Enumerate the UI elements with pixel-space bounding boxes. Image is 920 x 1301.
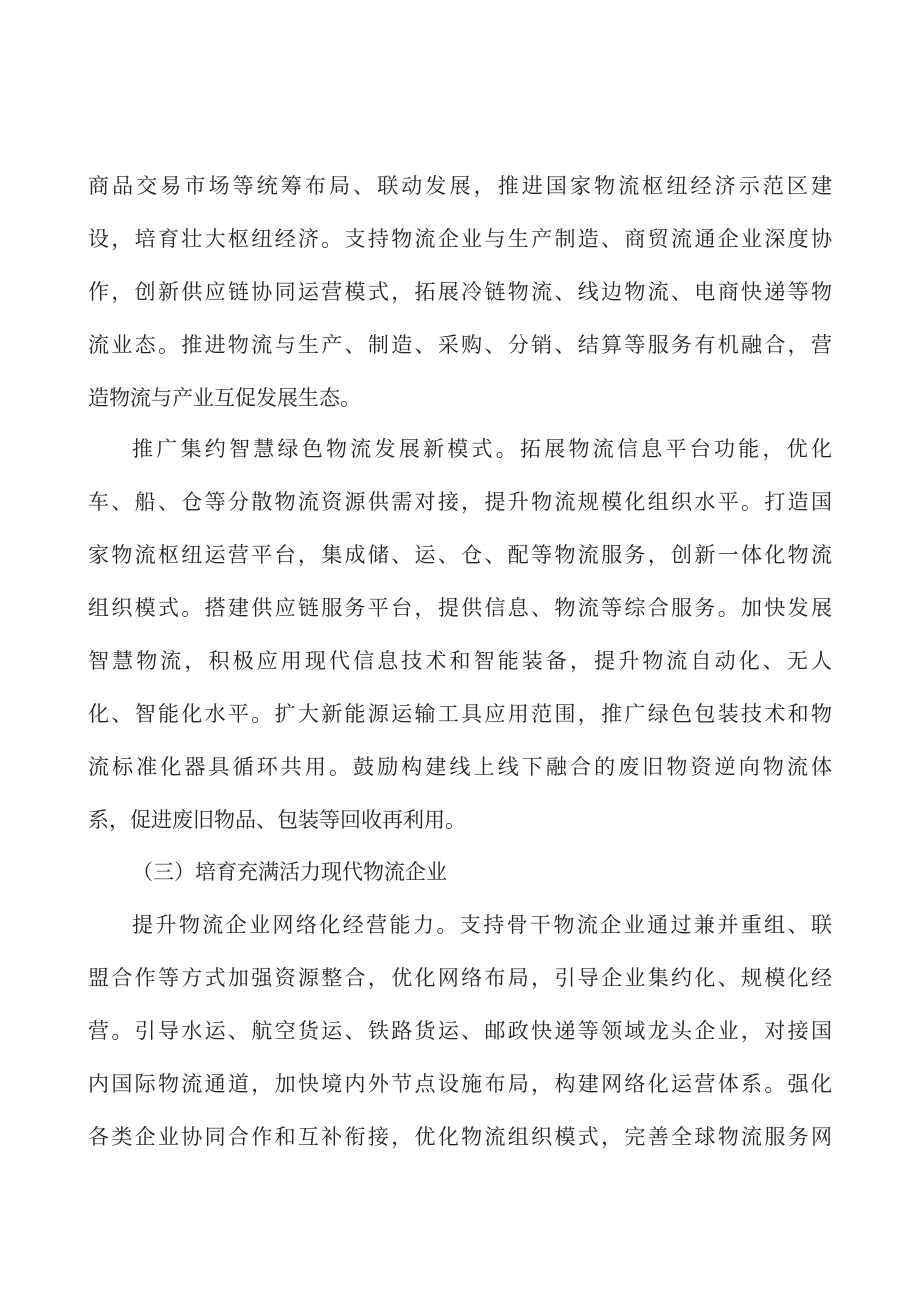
paragraph-line: 内国际物流通道，加快境内外节点设施布局，构建网络化运营体系。强化 <box>88 1072 832 1096</box>
paragraph-line: 作，创新供应链协同运营模式，拓展冷链物流、线边物流、电商快递等物 <box>88 280 832 304</box>
paragraph-first-line: 推广集约智慧绿色物流发展新模式。拓展物流信息平台功能，优化 <box>132 437 832 461</box>
paragraph-line: 盟合作等方式加强资源整合，优化网络布局，引导企业集约化、规模化经 <box>88 966 832 990</box>
paragraph-line: 各类企业协同合作和互补衔接，优化物流组织模式，完善全球物流服务网 <box>88 1125 832 1149</box>
paragraph-line: 流业态。推进物流与生产、制造、采购、分销、结算等服务有机融合，营 <box>88 333 832 357</box>
paragraph-first-line: 提升物流企业网络化经营能力。支持骨干物流企业通过兼并重组、联 <box>132 913 832 937</box>
paragraph-line: 家物流枢纽运营平台，集成储、运、仓、配等物流服务，创新一体化物流 <box>88 543 832 567</box>
paragraph-line: 造物流与产业互促发展生态。 <box>88 386 361 410</box>
paragraph-line: 车、船、仓等分散物流资源供需对接，提升物流规模化组织水平。打造国 <box>88 490 832 514</box>
paragraph-line: 营。引导水运、航空货运、铁路货运、邮政快递等领域龙头企业，对接国 <box>88 1019 832 1043</box>
paragraph-line: 系，促进废旧物品、包装等回收再利用。 <box>88 808 466 832</box>
section-heading: （三）培育充满活力现代物流企业 <box>132 860 447 884</box>
paragraph-line: 商品交易市场等统筹布局、联动发展，推进国家物流枢纽经济示范区建 <box>88 174 832 198</box>
paragraph-line: 化、智能化水平。扩大新能源运输工具应用范围，推广绿色包装技术和物 <box>88 702 832 726</box>
paragraph-line: 智慧物流，积极应用现代信息技术和智能装备，提升物流自动化、无人 <box>88 649 832 673</box>
paragraph-line: 组织模式。搭建供应链服务平台，提供信息、物流等综合服务。加快发展 <box>88 596 832 620</box>
paragraph-line: 设，培育壮大枢纽经济。支持物流企业与生产制造、商贸流通企业深度协 <box>88 227 832 251</box>
paragraph-line: 流标准化器具循环共用。鼓励构建线上线下融合的废旧物资逆向物流体 <box>88 755 832 779</box>
